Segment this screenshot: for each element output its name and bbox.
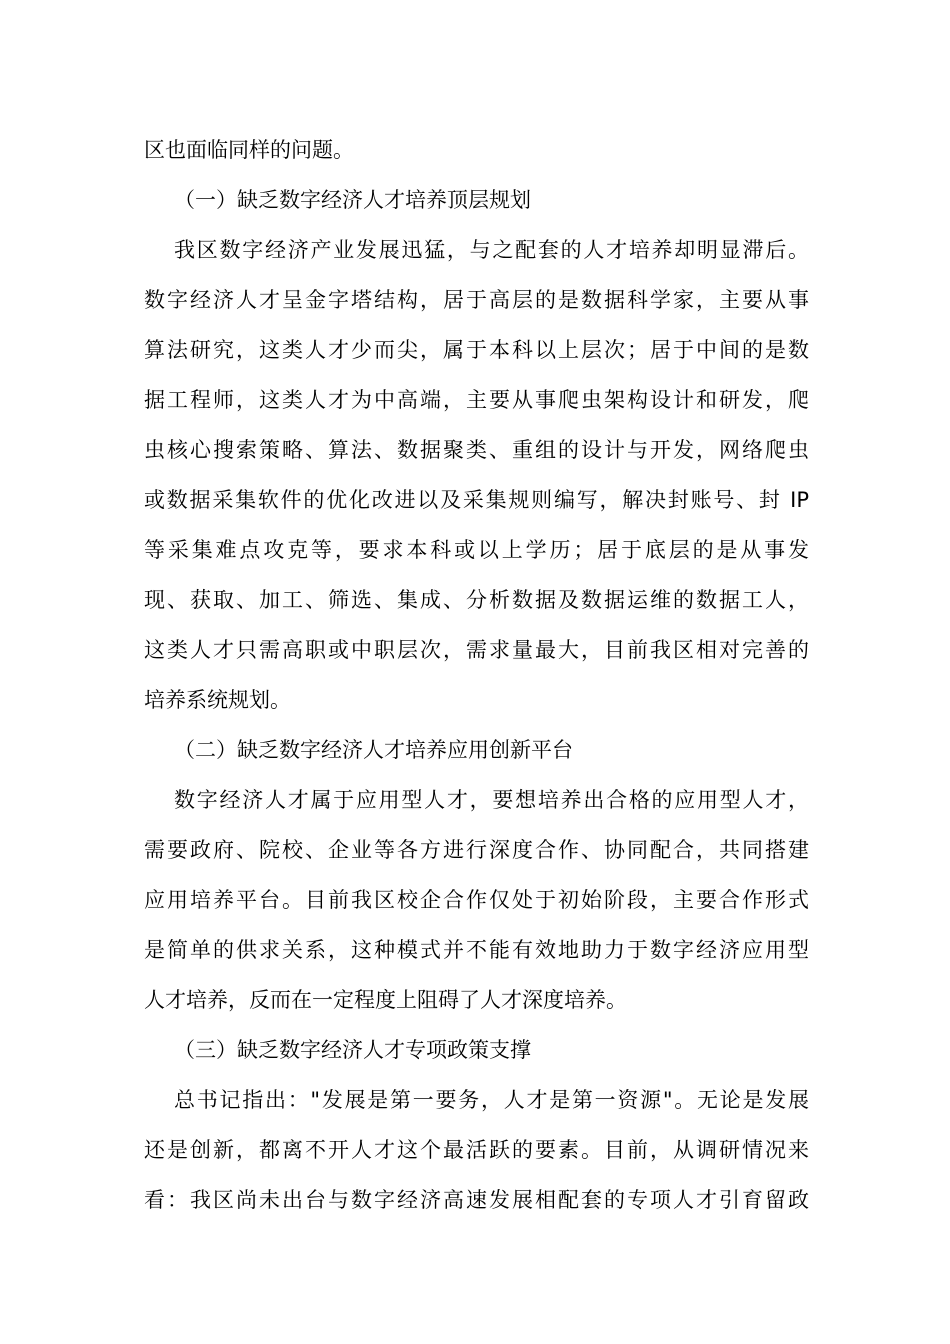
paragraph-2-line: 需要政府、院校、企业等各方进行深度合作、协同配合，共同搭建: [144, 838, 809, 862]
paragraph-1-line: 现、获取、加工、筛选、集成、分析数据及数据运维的数据工人，: [144, 588, 809, 612]
paragraph-1-line: 据工程师，这类人才为中高端，主要从事爬虫架构设计和研发，爬: [144, 388, 809, 412]
paragraph-1-line: 等采集难点攻克等，要求本科或以上学历；居于底层的是从事发: [144, 538, 809, 562]
section-heading-3: （三）缺乏数字经济人才专项政策支撑: [174, 1038, 531, 1062]
paragraph-1-line: 我区数字经济产业发展迅猛，与之配套的人才培养却明显滞后。: [174, 238, 809, 262]
paragraph-1-line: 数字经济人才呈金字塔结构，居于高层的是数据科学家，主要从事: [144, 288, 809, 312]
paragraph-1-line: 或数据采集软件的优化改进以及采集规则编写，解决封账号、封 IP: [144, 488, 809, 512]
paragraph-1-line: 算法研究，这类人才少而尖，属于本科以上层次；居于中间的是数: [144, 338, 809, 362]
paragraph-2-line: 是简单的供求关系，这种模式并不能有效地助力于数字经济应用型: [144, 938, 809, 962]
paragraph-3-line: 还是创新，都离不开人才这个最活跃的要素。目前，从调研情况来: [144, 1138, 809, 1162]
paragraph-2-line: 人才培养，反而在一定程度上阻碍了人才深度培养。: [144, 988, 627, 1012]
section-heading-2: （二）缺乏数字经济人才培养应用创新平台: [174, 738, 573, 762]
paragraph-3-line: 总书记指出："发展是第一要务，人才是第一资源"。无论是发展: [174, 1088, 809, 1112]
paragraph-continuation-line: 区也面临同样的问题。: [144, 138, 354, 162]
section-heading-1: （一）缺乏数字经济人才培养顶层规划: [174, 188, 531, 212]
paragraph-2-line: 应用培养平台。目前我区校企合作仅处于初始阶段，主要合作形式: [144, 888, 809, 912]
paragraph-3-line: 看：我区尚未出台与数字经济高速发展相配套的专项人才引育留政: [144, 1188, 809, 1212]
paragraph-1-line: 培养系统规划。: [144, 688, 291, 712]
paragraph-1-line: 虫核心搜索策略、算法、数据聚类、重组的设计与开发，网络爬虫: [144, 438, 809, 462]
paragraph-1-line: 这类人才只需高职或中职层次，需求量最大，目前我区相对完善的: [144, 638, 809, 662]
paragraph-2-line: 数字经济人才属于应用型人才，要想培养出合格的应用型人才，: [174, 788, 809, 812]
